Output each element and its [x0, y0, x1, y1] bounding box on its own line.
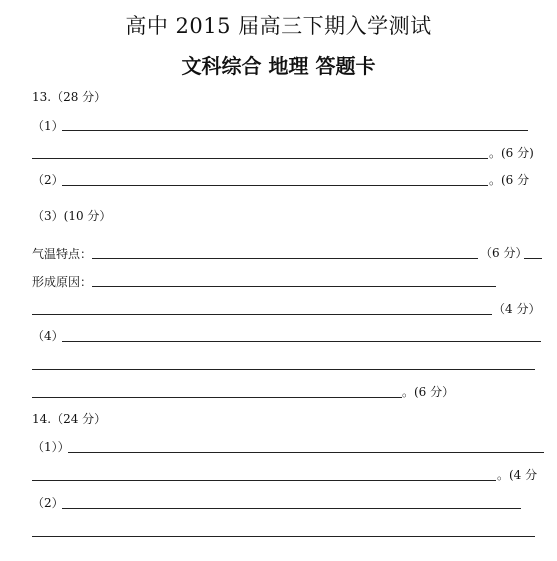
q13-cause-score: （4 分）: [493, 302, 541, 316]
q13-climate-score: （6 分）: [480, 246, 528, 260]
q13-part1-score: 。(6 分): [489, 146, 534, 160]
answer-line[interactable]: [32, 158, 488, 159]
q14-part1-score: 。(4 分: [497, 468, 538, 482]
answer-line[interactable]: [32, 369, 535, 370]
page-title: 高中 2015 届高三下期入学测试: [125, 14, 432, 38]
page-subtitle: 文科综合 地理 答题卡: [181, 54, 376, 78]
q13-label: 13.（28 分）: [32, 90, 107, 104]
answer-line[interactable]: [62, 185, 488, 186]
q13-part3-label: （3）(10 分）: [32, 209, 112, 223]
q13-part2-label: （2）: [32, 173, 64, 187]
answer-line[interactable]: [32, 314, 492, 315]
q14-label: 14.（24 分）: [32, 412, 107, 426]
q13-part2-score: 。(6 分: [489, 173, 530, 187]
q13-part1-label: （1）: [32, 119, 64, 133]
answer-line[interactable]: [92, 258, 478, 259]
q13-cause-label: 形成原因：: [32, 275, 93, 289]
answer-line[interactable]: [62, 341, 541, 342]
q13-part4-score: 。(6 分）: [402, 385, 455, 399]
answer-line[interactable]: [62, 130, 528, 131]
q13-part4-label: （4）: [32, 329, 64, 343]
q13-climate-label: 气温特点：: [32, 247, 93, 261]
q14-part1-label: （1））: [32, 440, 70, 454]
answer-line[interactable]: [68, 452, 544, 453]
q14-part2-label: （2）: [32, 496, 64, 510]
answer-line[interactable]: [32, 397, 402, 398]
answer-line[interactable]: [524, 258, 542, 259]
answer-line[interactable]: [62, 508, 521, 509]
answer-line[interactable]: [32, 536, 535, 537]
answer-line[interactable]: [92, 286, 496, 287]
answer-line[interactable]: [32, 480, 496, 481]
